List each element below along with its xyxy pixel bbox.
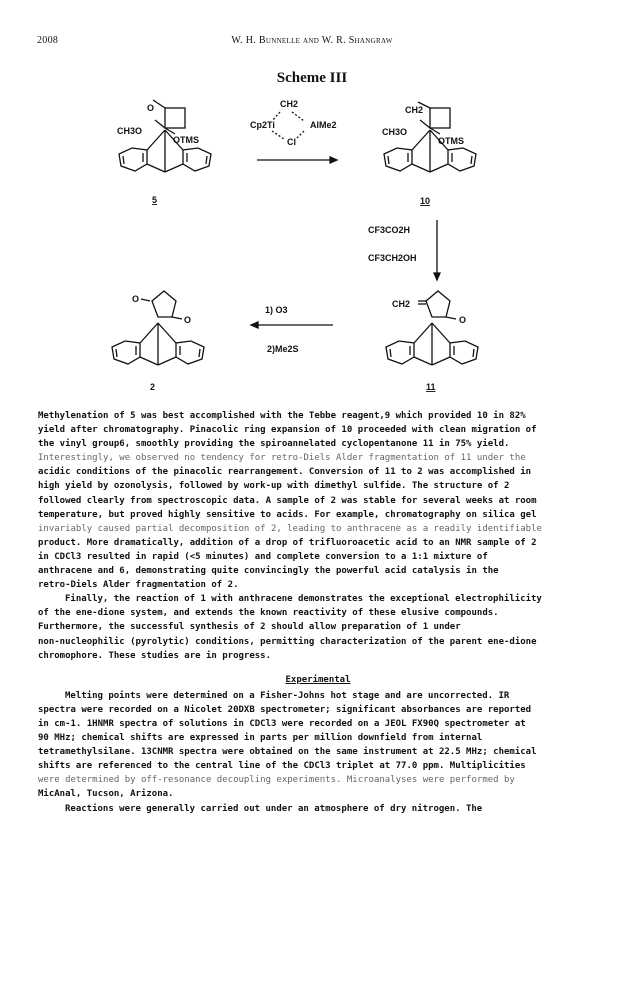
para3-line: Melting points were determined on a Fisher-Johns hot stage and are uncorrected. IR — [65, 690, 510, 701]
reagent-cp2ti: Cp2Ti — [250, 120, 275, 130]
reagent-almez: AlMe2 — [310, 120, 337, 130]
compound-label-5: 5 — [152, 195, 158, 205]
label-o-5: O — [147, 103, 155, 113]
label-o-2b: O — [184, 315, 192, 325]
me2s-label: 2)Me2S — [267, 344, 299, 354]
compound-label-11: 11 — [426, 382, 436, 392]
para1-line: retro-Diels Alder fragmentation of 2. — [38, 580, 239, 591]
reagent-cl: Cl — [287, 137, 296, 147]
structure-2 — [112, 291, 204, 365]
running-header-authors: W. H. Bunnelle and W. R. Shangraw — [231, 35, 393, 46]
para1-line: product. More dramatically, addition of a drop of trifluoroacetic acid to an NMR sample of 2 — [38, 537, 537, 548]
para3-line: were determined by off-resonance decoupling experiments. Microanalyses were performed by — [38, 775, 515, 786]
para3-line: in cm-1. 1HNMR spectra of solutions in CDCl3 were recorded on a JEOL FX90Q spectrometer at — [38, 718, 526, 729]
para1-line: followed clearly from spectroscopic data. A sample of 2 was stable for several weeks at room — [38, 495, 537, 506]
body-text — [38, 409, 598, 816]
acid-1: CF3CO2H — [368, 225, 411, 235]
para3-line: 90 MHz; chemical shifts are expressed in parts per million downfield from internal — [38, 733, 483, 744]
para2-line: Furthermore, the successful synthesis of 2 should allow preparation of 1 under — [38, 622, 461, 633]
para2-line: chromophore. These studies are in progress. — [38, 650, 271, 661]
para1-line: the vinyl group6, smoothly providing the spiroannelated cyclopentanone 11 in 75% yield. — [38, 439, 510, 450]
ozone-label: 1) O3 — [265, 305, 288, 315]
compound-label-10: 10 — [420, 196, 431, 206]
para1-line: temperature, but proved highly sensitive to acids. For example, chromatography on silica gel — [38, 509, 537, 520]
label-otms-10: OTMS — [438, 136, 464, 146]
label-ch3o-5: CH3O — [117, 126, 143, 136]
label-ch2-10: CH2 — [405, 105, 424, 115]
para1-line: invariably caused partial decomposition of 2, leading to anthracene as a readily identifiable — [38, 523, 542, 534]
reagent-ch2: CH2 — [280, 99, 299, 109]
para1-line: high yield by ozonolysis, followed by work-up with dimethyl sulfide. The structure of 2 — [38, 481, 510, 492]
para3-line: spectra were recorded on a Nicolet 20DXB spectrometer; significant absorbances are reported — [38, 704, 532, 715]
compound-label-2: 2 — [150, 382, 156, 392]
acid-2: CF3CH2OH — [368, 253, 417, 263]
para1-line: Methylenation of 5 was best accomplished with the Tebbe reagent,9 which provided 10 in 82% — [38, 411, 526, 421]
label-ch2-11: CH2 — [392, 299, 411, 309]
page-number: 2008 — [37, 35, 59, 46]
scheme-title: Scheme III — [276, 70, 348, 86]
reaction-scheme — [0, 85, 624, 395]
para3-line: MicAnal, Tucson, Arizona. — [38, 789, 174, 800]
para2-line: of the ene-dione system, and extends the known reactivity of these elusive compounds. — [38, 608, 499, 619]
para3-line: tetramethylsilane. 13CNMR spectra were obtained on the same instrument at 22.5 MHz; chemical — [38, 747, 537, 758]
para1-line: acidic conditions of the pinacolic rearrangement. Conversion of 11 to 2 was accomplished in — [38, 467, 532, 478]
para4-line: Reactions were generally carried out under an atmosphere of dry nitrogen. The — [65, 803, 483, 814]
label-otms-5: OTMS — [173, 135, 199, 145]
para1-line: anthracene and 6, demonstrating quite convincingly the powerful acid catalysis in the — [38, 566, 499, 577]
para1-line: yield after chromatography. Pinacolic ring expansion of 10 proceeded with clean migration of — [38, 425, 537, 436]
label-o-11: O — [459, 315, 467, 325]
label-ch3o-10: CH3O — [382, 127, 408, 137]
experimental-heading: Experimental — [285, 674, 351, 685]
para3-line: shifts are referenced to the central line of the CDCl3 triplet at 77.0 ppm. Multiplicities — [38, 761, 526, 772]
para2-line: Finally, the reaction of 1 with anthracene demonstrates the exceptional electrophilicity — [65, 594, 542, 605]
para1-line: in CDCl3 resulted in rapid (<5 minutes) and complete conversion to a 1:1 mixture of — [38, 551, 488, 562]
para1-line: Interestingly, we observed no tendency for retro-Diels Alder fragmentation of 11 under the — [38, 453, 526, 464]
para2-line: non-nucleophilic (pyrolytic) conditions, permitting characterization of the parent ene-dione — [38, 636, 537, 647]
label-o-2a: O — [132, 294, 140, 304]
